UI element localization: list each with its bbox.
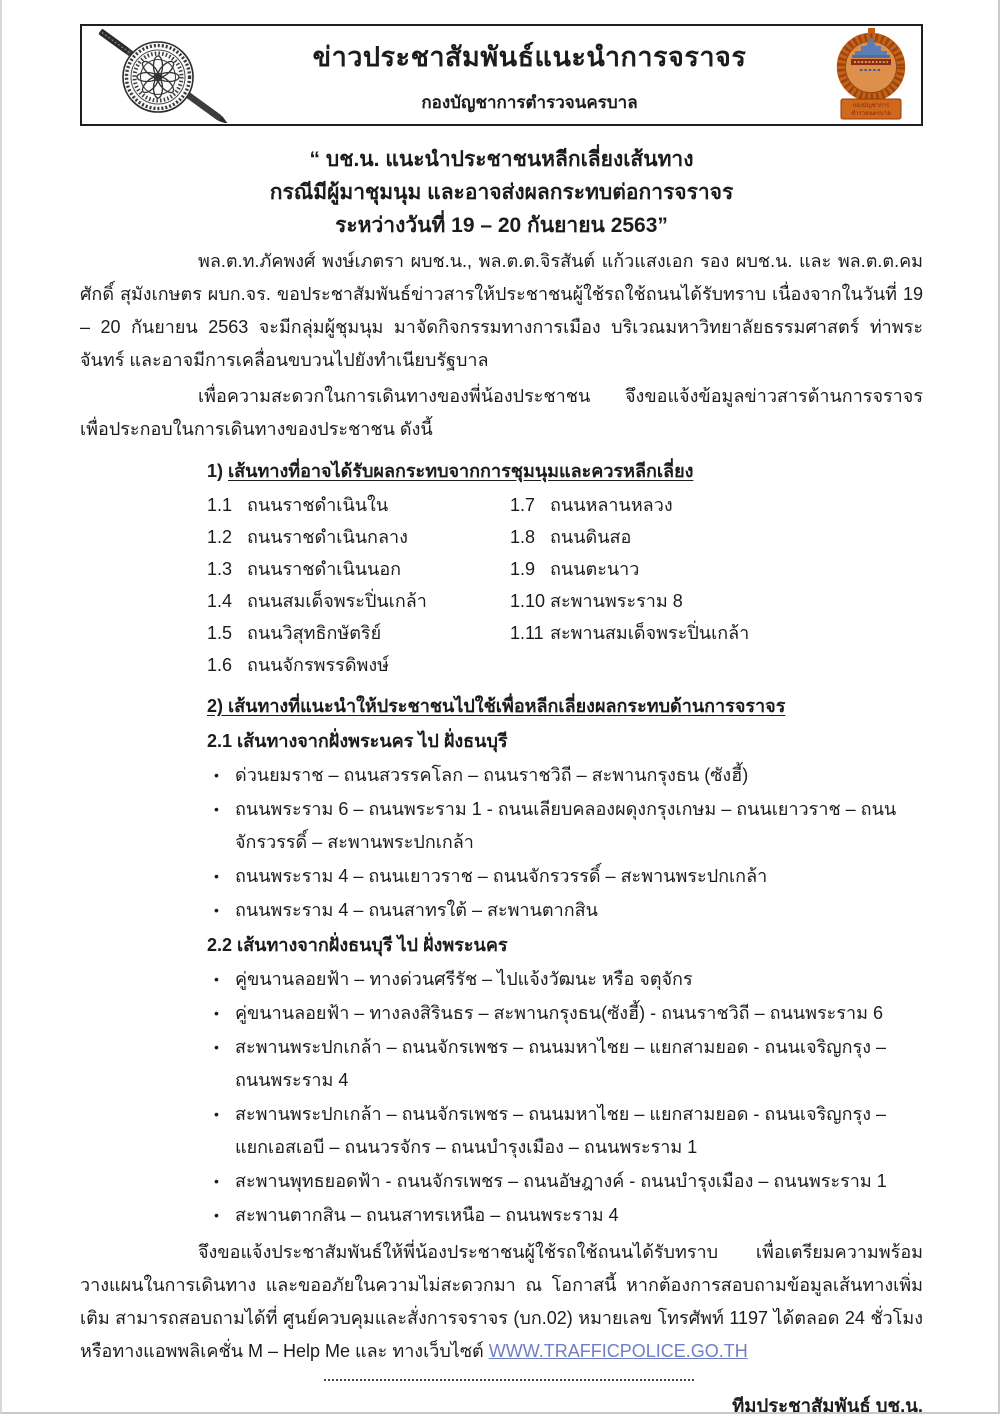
announcement-title (80, 143, 923, 242)
avoid-roads-list (207, 489, 923, 681)
route-item: • ด่วนยมราช – ถนนสวรรคโลก – ถนนราชวิถี – สะพานกรุงธน (ซังฮี้) (207, 759, 923, 792)
announcement-title-line-1: “ บช.น. แนะนำประชาชนหลีกเลี่ยงเส้นทาง (309, 148, 694, 171)
section1-number: 1) (207, 461, 224, 481)
header-subtitle: กองบัญชาการตำรวจนครบาล (421, 92, 638, 112)
closing-text: จึงขอแจ้งประชาสัมพันธ์ให้พี่น้องประชาชนผู้ใช้รถใช้ถนนได้รับทราบ เพื่อเตรียมความพร้อมวางแผนในการเดินทาง และขออภัยในความไม่สะดวกมา ณ โอกาสนี้ หากต้องการสอบถามข้อมูลเส้นทางเพิ่มเติม สามารถสอบถามได้ที่ ศูนย์ควบคุมและสั่งการจราจร (บก.02) หมายเลข โทรศัพท์ 1197 ได้ตลอด 24 ชั่วโมง หรือทางแอพพลิเคชั่น M – Help Me และ ทางเว็บไซต์ (80, 1242, 923, 1361)
route-item: • คู่ขนานลอยฟ้า – ทางลงสิรินธร – สะพานกรุงธน(ซังฮี้) - ถนนราชวิถี – ถนนพระราม 6 (207, 997, 923, 1030)
section1-heading (207, 455, 923, 487)
road-item: 1.10 สะพานพระราม 8 (510, 591, 683, 611)
announcement-title-line-2: กรณีมีผู้มาชุมนุม และอาจส่งผลกระทบต่อการจราจร (269, 181, 734, 204)
route-item: • ถนนพระราม 4 – ถนนเยาวราช – ถนนจักรวรรดิ์ – สะพานพระปกเกล้า (207, 860, 923, 893)
route-item: • ถนนพระราม 6 – ถนนพระราม 1 - ถนนเลียบคลองผดุงกรุงเกษม – ถนนเยาวราช – ถนนจักรวรรดิ์ – สะพานพระปกเกล้า (207, 793, 923, 859)
avoid-roads-right-column (510, 489, 923, 681)
route-item: • ถนนพระราม 4 – ถนนสาทรใต้ – สะพานตากสิน (207, 894, 923, 927)
road-item: 1.9 ถนนตะนาว (510, 559, 640, 579)
road-item: 1.5 ถนนวิสุทธิกษัตริย์ (207, 623, 382, 643)
route-item: • สะพานพระปกเกล้า – ถนนจักรเพชร – ถนนมหาไชย – แยกสามยอด - ถนนเจริญกรุง – ถนนพระราม 4 (207, 1031, 923, 1097)
road-item: 1.3 ถนนราชดำเนินนอก (207, 559, 402, 579)
document-header (80, 24, 923, 126)
metropolitan-police-sword-emblem-icon (90, 27, 230, 123)
road-item: 1.7 ถนนหลานหลวง (510, 495, 673, 515)
routes-thonburi-to-phranakhon (207, 963, 923, 1232)
dotted-separator (324, 1379, 694, 1381)
police-bureau-crest-icon (829, 27, 913, 123)
avoid-roads-left-column (207, 489, 510, 681)
announcement-title-line-3: ระหว่างวันที่ 19 – 20 กันยายน 2563” (335, 214, 668, 237)
closing-paragraph (80, 1236, 923, 1368)
section2-sub1-heading: 2.1 เส้นทางจากฝั่งพระนคร ไป ฝั่งธนบุรี (207, 731, 508, 751)
section1-heading-text: เส้นทางที่อาจได้รับผลกระทบจากการชุมนุมและควรหลีกเลี่ยง (228, 461, 694, 481)
body-paragraph-2: เพื่อความสะดวกในการเดินทางของพี่น้องประชาชน จึงขอแจ้งข้อมูลข่าวสารด้านการจราจร เพื่อประกอบในการเดินทางของประชาชน ดังนี้ (80, 386, 923, 439)
website-link[interactable]: WWW.TRAFFICPOLICE.GO.TH (488, 1341, 748, 1361)
routes-phranakhon-to-thonburi (207, 759, 923, 927)
road-item: 1.1 ถนนราชดำเนินใน (207, 495, 389, 515)
route-item: • สะพานตากสิน – ถนนสาทรเหนือ – ถนนพระราม 4 (207, 1199, 923, 1232)
route-item: • สะพานพระปกเกล้า – ถนนจักรเพชร – ถนนมหาไชย – แยกสามยอด - ถนนเจริญกรุง – แยกเอสเอบี – ถนนวรจักร – ถนนบำรุงเมือง – ถนนพระราม 1 (207, 1098, 923, 1164)
road-item: 1.6 ถนนจักรพรรดิพงษ์ (207, 655, 390, 675)
route-item: • สะพานพุทธยอดฟ้า - ถนนจักรเพชร – ถนนอัษฎางค์ - ถนนบำรุงเมือง – ถนนพระราม 1 (207, 1165, 923, 1198)
header-titles (230, 35, 829, 116)
road-item: 1.8 ถนนดินสอ (510, 527, 632, 547)
route-item: • คู่ขนานลอยฟ้า – ทางด่วนศรีรัช – ไปแจ้งวัฒนะ หรือ จตุจักร (207, 963, 923, 996)
header-title: ข่าวประชาสัมพันธ์แนะนำการจราจร (312, 41, 747, 72)
road-item: 1.2 ถนนราชดำเนินกลาง (207, 527, 408, 547)
section2-sub2-heading: 2.2 เส้นทางจากฝั่งธนบุรี ไป ฝั่งพระนคร (207, 935, 508, 955)
crest-banner-line-1: กองบัญชาการ (852, 103, 890, 109)
road-item: 1.4 ถนนสมเด็จพระปิ่นเกล้า (207, 591, 427, 611)
crest-banner-line-2: ตำรวจนครบาล (851, 111, 891, 117)
body-paragraph-1: พล.ต.ท.ภัคพงศ์ พงษ์เภตรา ผบช.น., พล.ต.ต.จิรสันต์ แก้วแสงเอก รอง ผบช.น. และ พล.ต.ต.คมศักดิ์ สุมังเกษตร ผบก.จร. ขอประชาสัมพันธ์ข่าวสารให้ประชาชนผู้ใช้รถใช้ถนนได้รับทราบ เนื่องจากในวันที่ 19 – 20 กันยายน 2563 จะมีกลุ่มผู้ชุมนุม มาจัดกิจกรรมทางการเมือง บริเวณมหาวิทยาลัยธรรมศาสตร์ ท่าพระจันทร์ และอาจมีการเคลื่อนขบวนไปยังทำเนียบรัฐบาล (80, 251, 923, 370)
signature: ทีมประชาสัมพันธ์ บช.น. (732, 1395, 923, 1414)
road-item: 1.11 สะพานสมเด็จพระปิ่นเกล้า (510, 623, 750, 643)
section2-heading: 2) เส้นทางที่แนะนำให้ประชาชนไปใช้เพื่อหลีกเลี่ยงผลกระทบด้านการจราจร (207, 696, 786, 716)
